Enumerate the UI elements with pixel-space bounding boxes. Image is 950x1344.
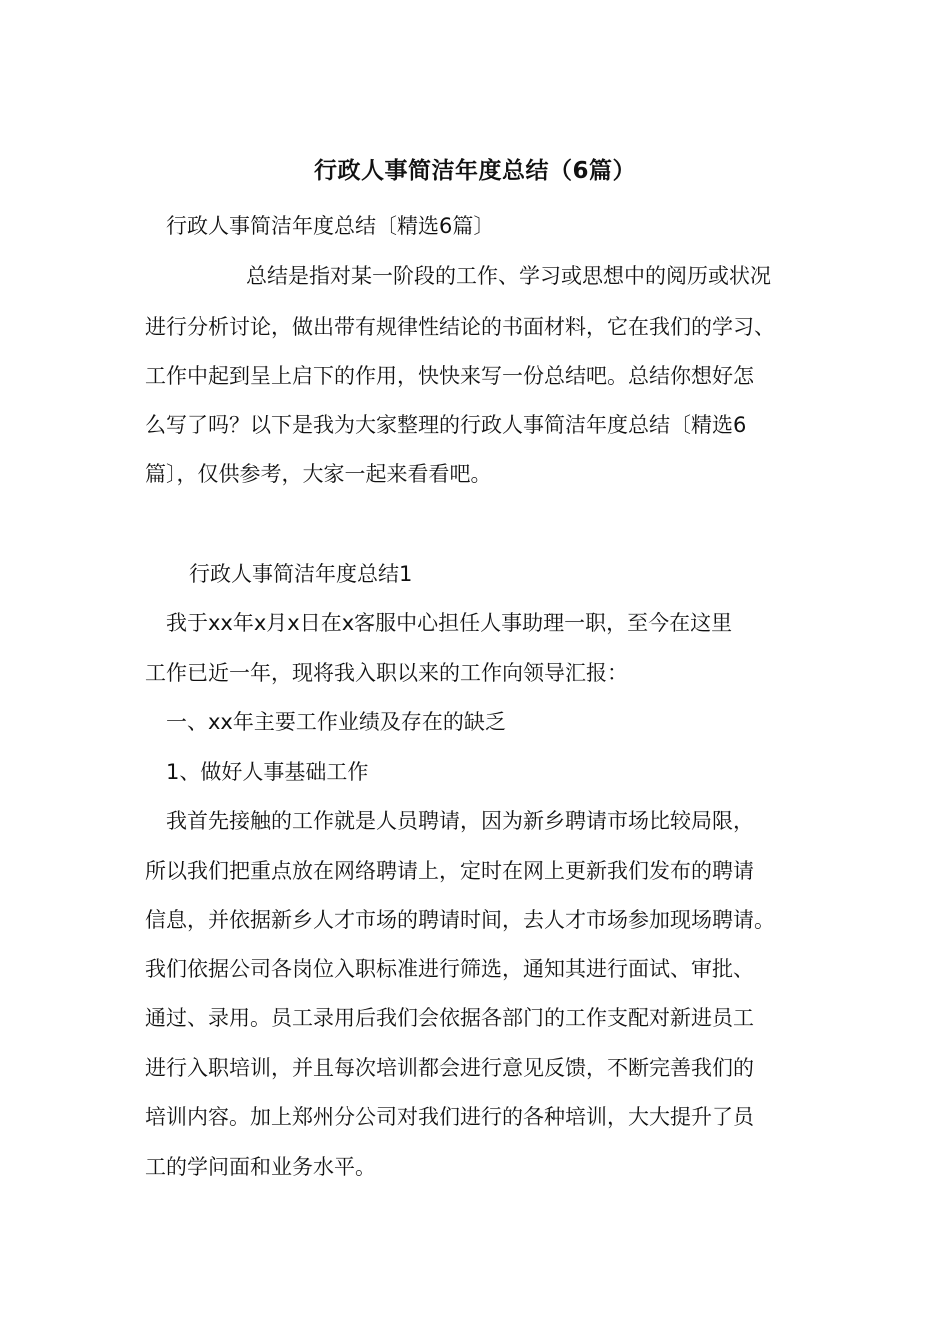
subheading: 一、xx年主要工作业绩及存在的缺乏 [166, 710, 506, 734]
body-line: 培训内容。加上郑州分公司对我们进行的各种培训，大大提升了员 [145, 1105, 754, 1129]
intro-line: 进行分析讨论，做出带有规律性结论的书面材料，它在我们的学习、 [145, 315, 775, 339]
document-subtitle: 行政人事简洁年度总结〔精选6篇〕 [166, 214, 495, 238]
document-title: 行政人事简洁年度总结（6篇） [313, 158, 636, 184]
section-heading: 行政人事简洁年度总结1 [189, 562, 413, 586]
body-line: 我首先接触的工作就是人员聘请，因为新乡聘请市场比较局限， [166, 809, 754, 833]
intro-line: 篇〕，仅供参考，大家一起来看看吧。 [145, 462, 492, 486]
body-line: 进行入职培训，并且每次培训都会进行意见反馈，不断完善我们的 [145, 1056, 754, 1080]
subheading: 1、做好人事基础工作 [166, 760, 369, 784]
body-line: 工的学问面和业务水平。 [145, 1155, 376, 1179]
intro-line: 么写了吗？以下是我为大家整理的行政人事简洁年度总结〔精选6 [145, 413, 747, 437]
section-intro-line: 我于xx年x月x日在x客服中心担任人事助理一职，至今在这里 [166, 611, 733, 635]
section-intro-line: 工作已近一年，现将我入职以来的工作向领导汇报： [145, 661, 628, 685]
body-line: 我们依据公司各岗位入职标准进行筛选，通知其进行面试、审批、 [145, 957, 754, 981]
body-line: 所以我们把重点放在网络聘请上，定时在网上更新我们发布的聘请 [145, 859, 754, 883]
body-line: 信息，并依据新乡人才市场的聘请时间，去人才市场参加现场聘请。 [145, 908, 775, 932]
intro-line: 工作中起到呈上启下的作用，快快来写一份总结吧。总结你想好怎 [145, 364, 754, 388]
body-line: 通过、录用。员工录用后我们会依据各部门的工作支配对新进员工 [145, 1006, 754, 1030]
intro-line: 总结是指对某一阶段的工作、学习或思想中的阅历或状况 [246, 264, 771, 288]
